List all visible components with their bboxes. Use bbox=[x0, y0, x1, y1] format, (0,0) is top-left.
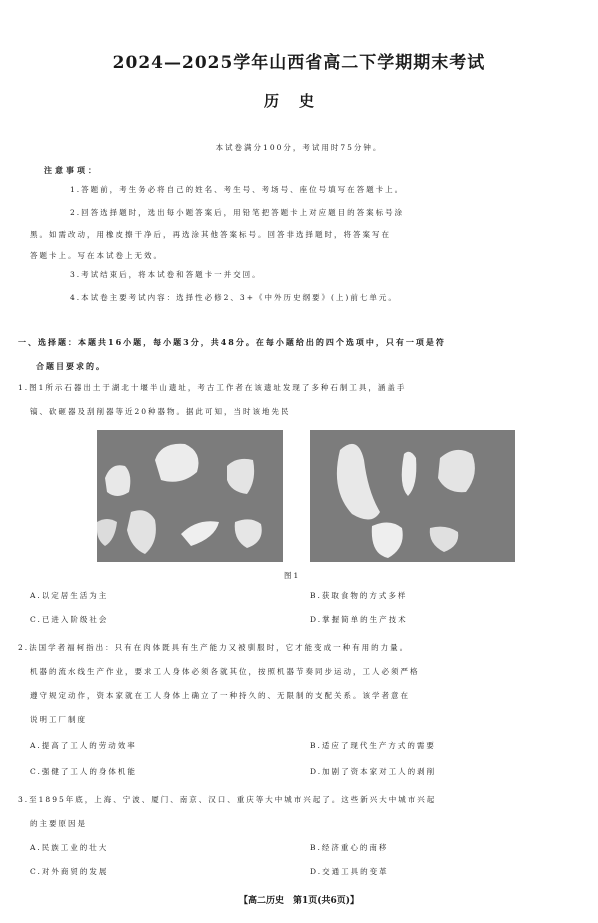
q3-option-a: A.民族工业的壮大 bbox=[30, 843, 109, 852]
page-footer: 【高二历史 第1页(共6页)】 bbox=[238, 896, 360, 906]
stone-tools-photo-right bbox=[310, 430, 515, 562]
q3-option-b: B.经济重心的南移 bbox=[310, 843, 389, 852]
instructions-label: 注意事项： bbox=[44, 165, 99, 175]
stone-tools-photo-left bbox=[97, 430, 283, 562]
q1-option-d: D.掌握简单的生产技术 bbox=[310, 615, 408, 624]
q3-option-c: C.对外商贸的发展 bbox=[30, 867, 109, 876]
instruction-1: 1.答题前，考生务必将自己的姓名、考生号、考场号、座位号填写在答题卡上。 bbox=[70, 185, 405, 194]
q2-stem-3: 遵守规定动作，资本家就在工人身体上确立了一种持久的、无限制的支配关系。该学者意在 bbox=[30, 691, 410, 700]
q3-stem-1: 3.至1895年底，上海、宁波、厦门、南京、汉口、重庆等大中城市兴起了。这些新兴大中城市兴起 bbox=[18, 795, 437, 804]
q1-stem-2: 镐、砍砸器及刮削器等近20种器物。据此可知，当时该地先民 bbox=[30, 407, 291, 416]
subject-title: 历史 bbox=[263, 92, 334, 110]
instruction-2c: 答题卡上。写在本试卷上无效。 bbox=[30, 251, 163, 260]
instruction-2b: 黑。如需改动，用橡皮擦干净后，再选涂其他答案标号。回答非选择题时，将答案写在 bbox=[30, 230, 391, 239]
q2-stem-2: 机器的流水线生产作业，要求工人身体必须各就其位，按照机器节奏同步运动，工人必须严格 bbox=[30, 667, 420, 676]
q3-option-d: D.交通工具的变革 bbox=[310, 867, 389, 876]
instruction-3: 3.考试结束后，将本试卷和答题卡一并交回。 bbox=[70, 270, 262, 279]
q3-stem-2: 的主要原因是 bbox=[30, 819, 87, 828]
q1-option-c: C.已进入阶级社会 bbox=[30, 615, 109, 624]
q2-option-c: C.强健了工人的身体机能 bbox=[30, 767, 137, 776]
section-heading bbox=[18, 330, 578, 378]
section-heading-line1: 一、选择题：本题共16小题，每小题3分，共48分。在每小题给出的四个选项中，只有一项是符 bbox=[18, 337, 446, 347]
figure-caption: 图1 bbox=[284, 571, 301, 580]
q2-option-b: B.适应了现代生产方式的需要 bbox=[310, 741, 436, 750]
q1-option-a: A.以定居生活为主 bbox=[30, 591, 109, 600]
exam-info: 本试卷满分100分，考试用时75分钟。 bbox=[215, 143, 383, 152]
q1-stem-1: 1.图1所示石器出土于湖北十堰半山遗址，考古工作者在该遗址发现了多种石制工具，涵盖手 bbox=[18, 383, 407, 392]
q1-option-b: B.获取食物的方式多样 bbox=[310, 591, 408, 600]
q2-stem-4: 说明工厂制度 bbox=[30, 715, 87, 724]
q2-stem-1: 2.法国学者福柯指出：只有在肉体既具有生产能力又被驯服时，它才能变成一种有用的力量。 bbox=[18, 643, 410, 652]
q2-option-d: D.加剧了资本家对工人的剥削 bbox=[310, 767, 437, 776]
instruction-2: 2.回答选择题时，选出每小题答案后，用铅笔把答题卡上对应题目的答案标号涂 bbox=[70, 208, 405, 217]
instruction-4: 4.本试卷主要考试内容：选择性必修2、3+《中外历史纲要》(上)前七单元。 bbox=[70, 293, 398, 302]
exam-title: 2024—2025学年山西省高二下学期期末考试 bbox=[112, 53, 486, 73]
q2-option-a: A.提高了工人的劳动效率 bbox=[30, 741, 137, 750]
section-heading-line2: 合题目要求的。 bbox=[36, 361, 106, 371]
